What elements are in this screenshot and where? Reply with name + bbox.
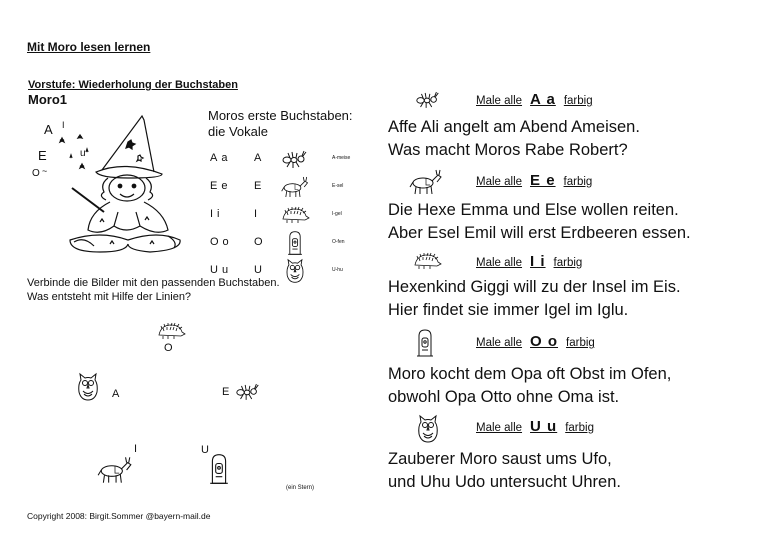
vowel-capital: E: [254, 180, 262, 192]
copyright: Copyright 2008: Birgit.Sommer @bayern-mail.de: [27, 511, 211, 521]
lesson-u-instruction: [476, 418, 594, 435]
ant-icon: [280, 146, 310, 172]
vowel-word: I-gel: [332, 211, 342, 217]
vowel-word: A-meise: [332, 155, 351, 161]
lesson-letters: U u: [530, 418, 558, 435]
lesson-e-text: [388, 199, 691, 245]
lesson-i-instruction: [476, 253, 582, 270]
match-letter-o: O: [164, 342, 173, 354]
vowel-word: O-fen: [332, 239, 345, 245]
oven-icon: [415, 328, 435, 358]
star-hint: (ein Stern): [286, 485, 315, 491]
lesson-line2: obwohl Opa Otto ohne Oma ist.: [388, 388, 620, 406]
oven-icon: [208, 452, 230, 486]
owl-icon: [416, 414, 440, 444]
lesson-line1: Hexenkind Giggi will zu der Insel im Eis.: [388, 278, 681, 296]
vowel-capital: A: [254, 152, 262, 164]
lesson-letters: I i: [530, 253, 546, 270]
lesson-line1: Die Hexe Emma und Else wollen reiten.: [388, 201, 679, 219]
lesson-o-instruction: [476, 333, 595, 350]
vowel-row-e: [210, 174, 370, 204]
match-owl: [76, 372, 100, 402]
lesson-u-text: [388, 448, 621, 494]
lesson-letters: A a: [530, 91, 556, 108]
instructions-line1: Verbinde die Bilder mit den passenden Buchstaben.: [27, 277, 280, 289]
lesson-line2: und Uhu Udo untersucht Uhren.: [388, 473, 621, 491]
lesson-suffix: farbig: [566, 337, 595, 349]
lesson-prefix: Male alle: [476, 422, 523, 434]
svg-text:E: E: [38, 148, 47, 163]
match-letter-i: I: [134, 443, 138, 455]
match-hedgehog: [156, 322, 186, 340]
svg-text:I: I: [62, 120, 65, 130]
page-title: Mit Moro lesen lernen: [27, 40, 151, 54]
vowel-pair: Uu: [210, 264, 233, 276]
lesson-prefix: Male alle: [476, 337, 523, 349]
match-letter-u: U: [201, 444, 209, 456]
svg-text:O: O: [32, 168, 40, 179]
match-letter-e: E: [222, 386, 230, 398]
instructions-line2: Was entsteht mit Hilfe der Linien?: [27, 291, 192, 303]
donkey-icon: [408, 169, 444, 195]
lesson-prefix: Male alle: [476, 257, 523, 269]
lesson-line1: Affe Ali angelt am Abend Ameisen.: [388, 118, 640, 136]
lesson-e-instruction: [476, 172, 592, 189]
lesson-suffix: farbig: [563, 95, 593, 107]
match-donkey: [96, 456, 134, 484]
vowel-capital: O: [254, 236, 263, 248]
vowel-intro-line1: Moros erste Buchstaben:: [208, 108, 353, 123]
oven-icon: [280, 230, 310, 256]
match-ant: [234, 382, 262, 401]
vowel-word: U-hu: [332, 267, 343, 273]
lesson-prefix: Male alle: [476, 95, 523, 107]
lesson-a-text: [388, 116, 640, 162]
lesson-o-text: [388, 363, 671, 409]
svg-text:u: u: [80, 148, 86, 159]
lesson-a-instruction: [476, 91, 593, 108]
vowel-word: E-sel: [332, 183, 344, 189]
hedgehog-icon: [280, 202, 310, 228]
lesson-line2: Aber Esel Emil will erst Erdbeeren essen.: [388, 224, 691, 242]
donkey-icon: [280, 174, 310, 200]
hedgehog-icon: [156, 322, 186, 340]
matching-instructions: [27, 276, 280, 304]
vowel-intro-line2: die Vokale: [208, 124, 268, 139]
vowel-pair: Oo: [210, 236, 233, 248]
svg-text:~: ~: [42, 166, 48, 176]
donkey-icon: [96, 456, 134, 484]
lesson-line2: Was macht Moros Rabe Robert?: [388, 141, 628, 159]
lesson-line2: Hier findet sie immer Igel im Iglu.: [388, 301, 629, 319]
vowel-row-o: [210, 230, 370, 260]
little-witch-illustration: [30, 112, 195, 260]
vowel-pair: Aa: [210, 152, 232, 164]
lesson-suffix: farbig: [563, 176, 593, 188]
match-letter-a: A: [112, 388, 120, 400]
lesson-letters: E e: [530, 172, 556, 189]
vowel-intro: [208, 108, 353, 140]
lesson-line1: Zauberer Moro saust ums Ufo,: [388, 450, 612, 468]
lesson-suffix: farbig: [565, 422, 594, 434]
lesson-prefix: Male alle: [476, 176, 523, 188]
lesson-line1: Moro kocht dem Opa oft Obst im Ofen,: [388, 365, 672, 383]
vowel-row-a: [210, 146, 370, 176]
hedgehog-icon: [412, 252, 442, 270]
lesson-i-text: [388, 276, 681, 322]
lesson-letters: O o: [530, 333, 559, 350]
vowel-pair: Ii: [210, 208, 224, 220]
vowel-row-i: [210, 202, 370, 232]
vowel-capital: U: [254, 264, 262, 276]
svg-text:A: A: [44, 122, 53, 137]
owl-icon: [280, 258, 310, 284]
lesson-suffix: farbig: [553, 257, 583, 269]
sheet-label: Moro1: [28, 92, 67, 107]
vowel-pair: Ee: [210, 180, 232, 192]
section-subtitle: Vorstufe: Wiederholung der Buchstaben: [28, 79, 238, 91]
owl-icon: [76, 372, 100, 402]
vowel-capital: I: [254, 208, 258, 220]
ant-icon: [414, 90, 442, 109]
match-oven: [208, 452, 230, 486]
ant-icon: [234, 382, 262, 401]
